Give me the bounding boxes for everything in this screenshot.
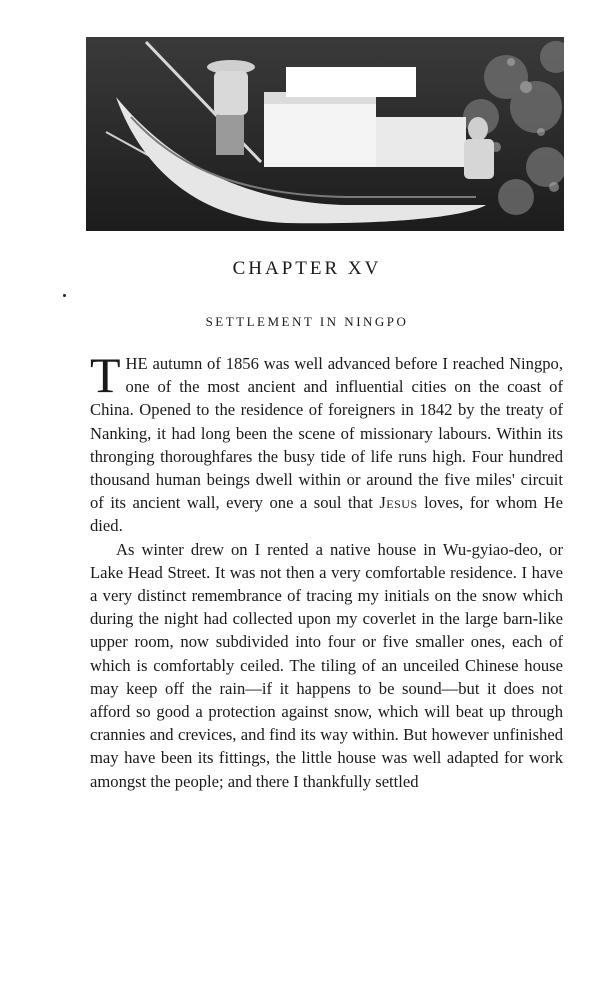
paragraph-1 [90, 347, 564, 538]
small-caps-jesus: Jesus [379, 493, 418, 513]
page-speck [63, 294, 66, 297]
paragraph-1-text-a: HE autumn of 1856 was well advanced before I reached Ningpo, one of the most ancient and influential cities on the coast of China. Opened to the residence of foreigners in 1842 by the treaty of Nanking, it had long been the scene of missionary labours. Within its thronging thoroughfares the busy tide of life runs high. Four hundred thousand human beings dwell within or around the five miles' circuit of its ancient wall, every one a soul that [90, 354, 563, 513]
paragraph-2: As winter drew on I rented a native house in Wu-gyiao-deo, or Lake Head Street. It was not then a very comfortable residence. I have a very distinct remembrance of tracing my initials on the snow which during the night had collected upon my coverlet in the large barn-like upper room, now subdivided into four or five smaller ones, each of which is comfortably ceiled. The tiling of an unceiled Chinese house may keep off the rain—if it happens to be sound—but it does not afford so good a protection against snow, which will beat up through crannies and crevices, and find its way within. But however unfinished may have been its fittings, the little house was well adapted for work amongst the people; and there I thankfully settled [90, 539, 563, 791]
drop-cap: T [90, 347, 121, 403]
chapter-heading: CHAPTER XV [232, 258, 382, 279]
boat-photo-illustration [86, 37, 564, 231]
chapter-header-photo [86, 37, 564, 231]
body-text [90, 347, 564, 793]
chapter-title: SETTLEMENT IN NINGPO [205, 314, 409, 329]
paragraph-1-text-b: loves, for whom He died. [90, 493, 564, 536]
